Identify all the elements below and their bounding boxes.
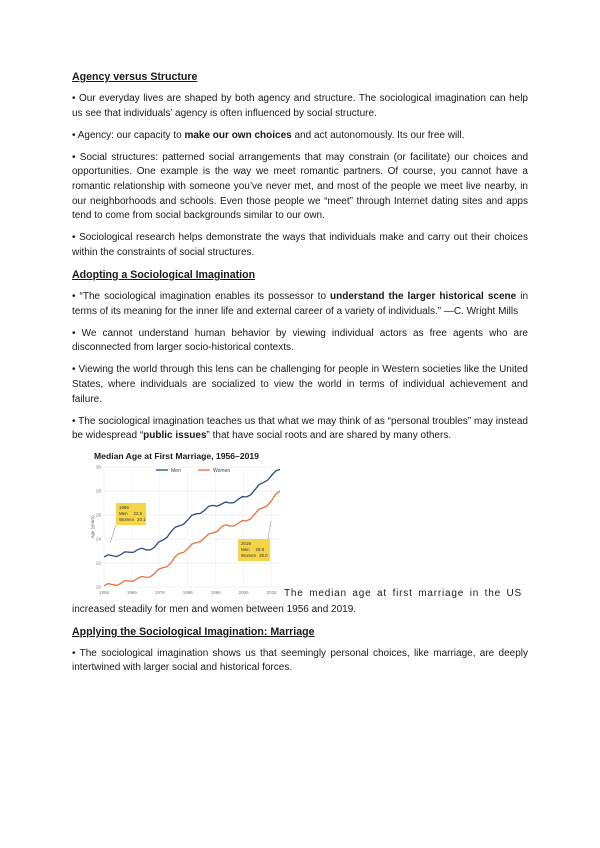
x-tick-label: 1966	[126, 590, 137, 596]
text: ” that have social roots and are shared by many others.	[206, 430, 452, 442]
y-tick-label: 30	[95, 464, 101, 470]
annotation-men: Men 22.5	[119, 511, 143, 517]
paragraph-western-societies: • Viewing the world through this lens can be challenging for people in Western societies like the United States, where individuals are socialized to view the world in terms of individual achievement and failure.	[72, 364, 528, 405]
y-tick-label: 22	[95, 560, 101, 566]
bold-text: understand the larger historical scene	[330, 290, 517, 302]
text: in terms of its meaning for the inner life and external career of a variety of individuals.” —C. Wright Mills	[72, 290, 529, 317]
x-tick-label: 1996	[210, 590, 221, 596]
paragraph-mills-quote	[72, 290, 528, 319]
document-page	[72, 70, 528, 684]
heading-agency-vs-structure: Agency versus Structure	[72, 71, 198, 83]
figure-caption-line2: increased steadily for men and women between 1956 and 2019.	[72, 604, 357, 616]
x-tick-label: 1956	[98, 590, 110, 596]
annotation-women: Women 20.1	[119, 517, 146, 523]
annotation-2019	[238, 521, 271, 561]
x-tick-label: 1976	[154, 590, 165, 596]
bold-text: make our own choices	[184, 129, 292, 141]
x-tick-label: 2006	[238, 590, 249, 596]
heading-marriage: Applying the Sociological Imagination: Marriage	[72, 625, 315, 638]
annotation-year: 1956	[119, 505, 129, 511]
y-tick-label: 20	[95, 584, 101, 590]
marriage-age-chart	[88, 451, 286, 601]
legend-men: Men	[171, 468, 181, 475]
annotation-1956	[110, 503, 146, 543]
y-tick-label: 28	[95, 488, 101, 494]
text: • The sociological imagination teaches us that what we may think of as “personal troubles” may instead be widespread “	[72, 415, 528, 442]
chart-title: Median Age at First Marriage, 1956–2019	[94, 451, 259, 462]
y-axis-label: Age (years)	[90, 515, 95, 539]
paragraph-sociological-research: • Sociological research helps demonstrate the ways that individuals make and carry out their choices within the constraints of social structures.	[72, 232, 528, 258]
bold-text: public issues	[143, 430, 207, 442]
paragraph-public-issues	[72, 415, 528, 444]
annotation-women: Women 28.0	[241, 553, 268, 559]
annotation-men: Men 29.8	[241, 547, 265, 553]
legend-women: Women	[213, 468, 231, 475]
paragraph-marriage: • The sociological imagination shows us that seemingly personal choices, like marriage, are deeply intertwined with larger social and historical forces.	[72, 647, 528, 674]
paragraph-agency-structure: • Our everyday lives are shaped by both agency and structure. The sociological imagination can help us see that individuals’ agency is often influenced by social structure.	[72, 93, 528, 119]
paragraph-free-agents: • We cannot understand human behavior by viewing individual actors as free agents who are disconnected from larger socio-historical contexts.	[72, 327, 528, 354]
legend	[156, 468, 230, 474]
annotation-year: 2019	[241, 541, 251, 547]
heading-sociological-imagination: Adopting a Sociological Imagination	[72, 268, 256, 281]
paragraph-social-structures: • Social structures: patterned social arrangements that may constrain (or facilitate) our choices and opportunities. One example is the way we meet romantic partners. Of course, you cannot have a romantic relationship with someone you’ve never met, and most of the people we meet live nearby, in our neighborhoods and schools. Even those people we “meet” through Internet dating sites and apps tend to come from social backgrounds similar to our own.	[72, 151, 528, 222]
figure-caption-line1: The median age at first marriage in the US	[284, 588, 523, 600]
text: • “The sociological imagination enables its possessor to	[72, 290, 331, 302]
text: • Agency: our capacity to	[72, 129, 185, 141]
paragraph-agency-definition	[72, 129, 528, 144]
text: and act autonomously. Its our free will.	[291, 129, 465, 141]
x-tick-label: 2016	[266, 590, 277, 596]
chart-svg	[88, 463, 286, 603]
y-tick-label: 24	[95, 536, 101, 542]
y-tick-label: 26	[95, 512, 101, 518]
x-tick-label: 1986	[182, 590, 193, 596]
figure	[72, 451, 528, 603]
